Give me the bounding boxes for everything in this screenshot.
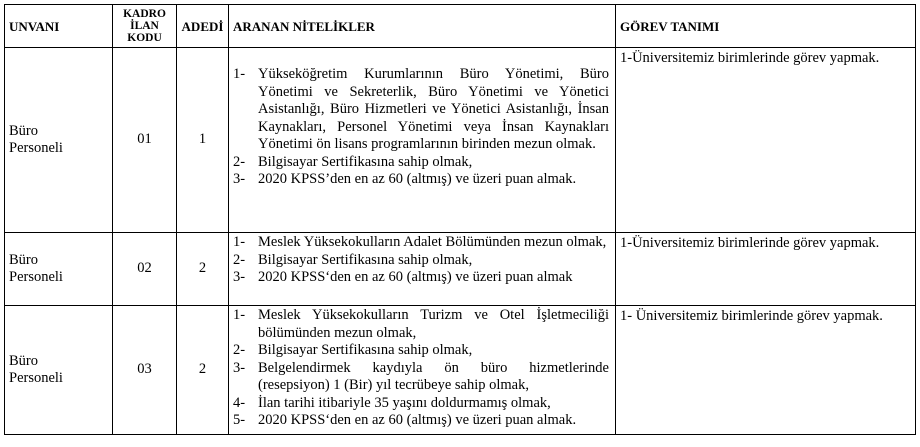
gorev-cell: 1- Üniversitemiz birimlerinde görev yapmak. — [616, 306, 916, 435]
requirement-number: 2- — [233, 251, 246, 268]
unvani-cell — [5, 48, 113, 233]
gorev-cell: 1-Üniversitemiz birimlerinde görev yapmak. — [616, 48, 916, 233]
header-kadro-line2: İLAN — [130, 20, 159, 32]
table-row — [5, 48, 916, 233]
requirement-item — [233, 269, 609, 287]
adet-cell: 2 — [177, 306, 229, 435]
requirement-text: Yükseköğretim Kurumlarının Büro Yönetimi, Büro Yönetimi ve Sekreterlik, Büro Yönetimi ve Yönetici Asistanlığı, Büro Hizmetleri ve Yönetici Asistanlığı, İnsan Kaynakları, Personel Yönetimi veya İnsan Kaynakları Yönetimi ön lisans programlarının birinden mezun olmak. — [258, 66, 609, 152]
requirement-number: 4- — [233, 394, 246, 411]
requirement-item — [233, 252, 609, 270]
requirement-text: Bilgisayar Sertifikasına sahip olmak, — [258, 153, 473, 170]
requirement-number: 1- — [233, 307, 246, 323]
unvani-line2: Personeli — [9, 140, 63, 156]
unvani-line2: Personeli — [9, 269, 63, 285]
requirement-number: 2- — [233, 153, 246, 170]
kadro-kodu-cell: 01 — [113, 48, 177, 233]
requirement-number: 1- — [233, 66, 246, 82]
gorev-cell: 1-Üniversitemiz birimlerinde görev yapmak. — [616, 233, 916, 306]
requirement-item — [233, 360, 609, 395]
requirement-number: 3- — [233, 171, 246, 187]
adet-cell: 1 — [177, 48, 229, 233]
requirement-number: 1- — [233, 234, 246, 250]
requirement-number: 2- — [233, 342, 246, 358]
header-kadro-line3: KODU — [127, 32, 162, 44]
requirement-text: Belgelendirmek kaydıyla ön büro hizmetlerinde (resepsiyon) 1 (Bir) yıl tecrübeye sahip olmak, — [258, 359, 609, 393]
unvani-line2: Personeli — [9, 370, 63, 386]
requirements-cell — [229, 48, 616, 233]
unvani-line1: Büro — [9, 251, 38, 268]
requirement-item — [233, 395, 609, 413]
requirement-number: 5- — [233, 412, 246, 428]
requirement-item — [233, 66, 609, 154]
header-unvani: UNVANI — [5, 5, 113, 48]
requirement-text: 2020 KPSS‘den en az 60 (altmış) ve üzeri puan almak — [258, 269, 573, 285]
header-kadro-ilan-kodu — [113, 5, 177, 48]
requirement-item — [233, 412, 609, 430]
requirement-number: 3- — [233, 269, 246, 285]
requirement-item — [233, 234, 609, 252]
requirement-text: Bilgisayar Sertifikasına sahip olmak, — [258, 342, 473, 358]
requirement-text: Meslek Yüksekokulların Adalet Bölümünden mezun olmak, — [258, 234, 607, 250]
requirement-text: Meslek Yüksekokulların Turizm ve Otel İşletmeciliği bölümünden mezun olmak, — [258, 307, 609, 341]
header-aranan-nitelikler: ARANAN NİTELİKLER — [229, 5, 616, 48]
adet-cell: 2 — [177, 233, 229, 306]
requirement-item — [233, 307, 609, 342]
requirement-item — [233, 154, 609, 172]
requirement-number: 3- — [233, 359, 246, 376]
requirement-text: 2020 KPSS’den en az 60 (altmış) ve üzeri puan almak. — [258, 171, 577, 187]
kadro-kodu-cell: 02 — [113, 233, 177, 306]
header-row — [5, 5, 916, 48]
header-kadro-line1: KADRO — [123, 8, 166, 20]
requirement-text: Bilgisayar Sertifikasına sahip olmak, — [258, 251, 473, 268]
unvani-line1: Büro — [9, 352, 38, 369]
requirement-item — [233, 171, 609, 189]
table-row — [5, 306, 916, 435]
requirement-item — [233, 342, 609, 360]
table-row — [5, 233, 916, 306]
unvani-cell — [5, 233, 113, 306]
requirements-cell — [229, 306, 616, 435]
header-gorev-tanimi: GÖREV TANIMI — [616, 5, 916, 48]
unvani-cell — [5, 306, 113, 435]
header-adedi: ADEDİ — [177, 5, 229, 48]
requirement-text: 2020 KPSS‘den en az 60 (altmış) ve üzeri puan almak. — [258, 412, 577, 428]
spacer — [233, 49, 609, 66]
kadro-kodu-cell: 03 — [113, 306, 177, 435]
requirement-text: İlan tarihi itibariyle 35 yaşını doldurmamış olmak, — [258, 394, 551, 411]
job-table — [4, 4, 916, 435]
requirements-cell — [229, 233, 616, 306]
unvani-line1: Büro — [9, 122, 38, 139]
